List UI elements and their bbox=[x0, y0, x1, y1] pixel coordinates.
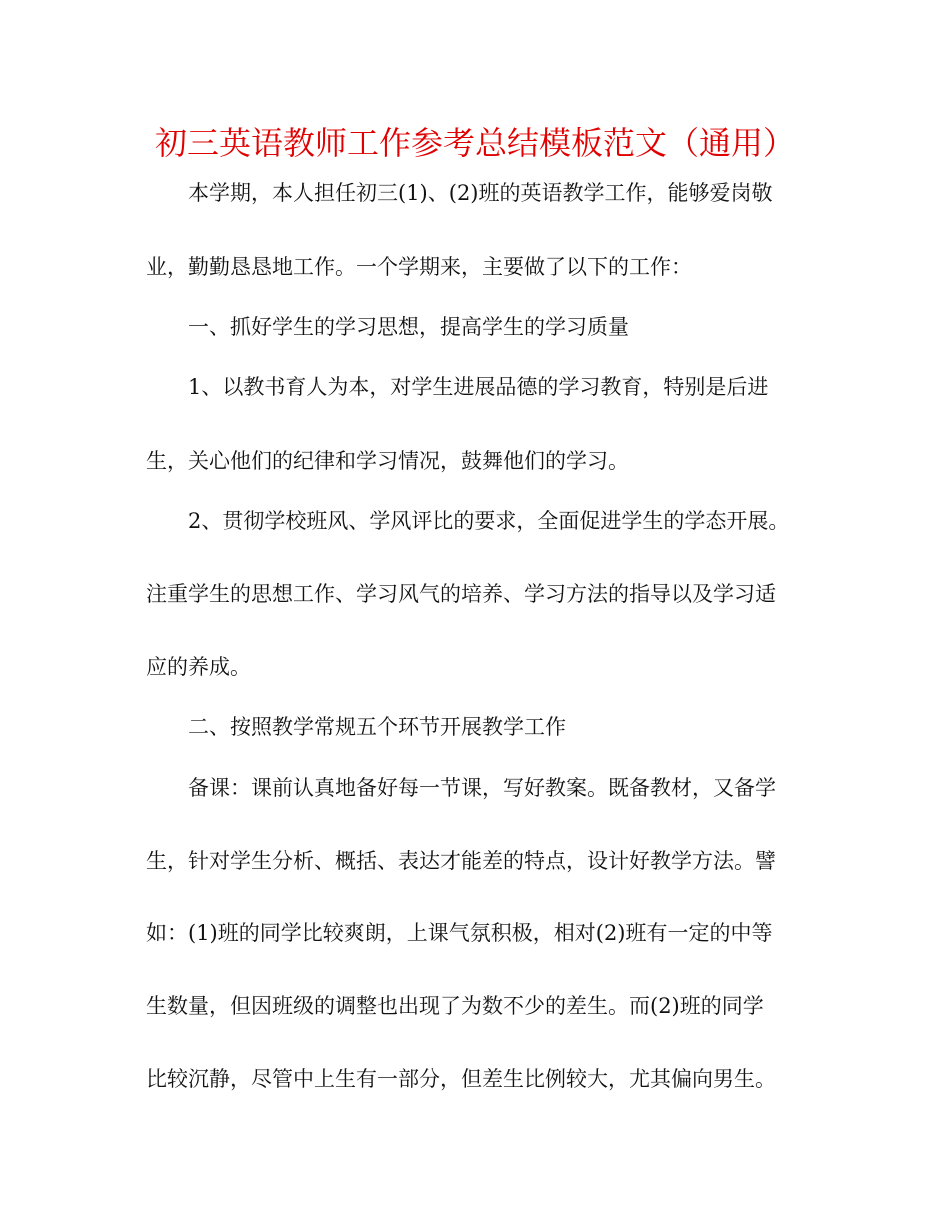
paragraph-line-4: 生，关心他们的纪律和学习情况，鼓舞他们的学习。 bbox=[146, 449, 629, 473]
paragraph-line-6: 注重学生的思想工作、学习风气的培养、学习方法的指导以及学习适 bbox=[146, 582, 776, 606]
paragraph-line-1: 本学期，本人担任初三(1)、(2)班的英语教学工作，能够爱岗敬 bbox=[188, 181, 773, 205]
section-heading-1: 一、抓好学生的学习思想，提高学生的学习质量 bbox=[188, 315, 629, 339]
paragraph-line-5: 2、贯彻学校班风、学风评比的要求，全面促进学生的学态开展。 bbox=[188, 509, 790, 533]
paragraph-line-10: 如：(1)班的同学比较爽朗，上课气氛积极，相对(2)班有一定的中等 bbox=[146, 921, 773, 945]
document-title: 初三英语教师工作参考总结模板范文（通用） bbox=[154, 124, 795, 162]
paragraph-line-3: 1、以教书育人为本，对学生进展品德的学习教育，特别是后进 bbox=[188, 375, 769, 399]
paragraph-line-9: 生，针对学生分析、概括、表达才能差的特点，设计好教学方法。譬 bbox=[146, 849, 776, 873]
paragraph-line-12: 比较沉静，尽管中上生有一部分，但差生比例较大，尤其偏向男生。 bbox=[146, 1067, 776, 1091]
paragraph-line-7: 应的养成。 bbox=[146, 655, 251, 679]
paragraph-line-11: 生数量，但因班级的调整也出现了为数不少的差生。而(2)班的同学 bbox=[146, 994, 764, 1018]
paragraph-line-8: 备课：课前认真地备好每一节课，写好教案。既备教材，又备学 bbox=[188, 776, 776, 800]
section-heading-2: 二、按照教学常规五个环节开展教学工作 bbox=[188, 715, 566, 739]
paragraph-line-2: 业，勤勤恳恳地工作。一个学期来，主要做了以下的工作： bbox=[146, 255, 692, 279]
